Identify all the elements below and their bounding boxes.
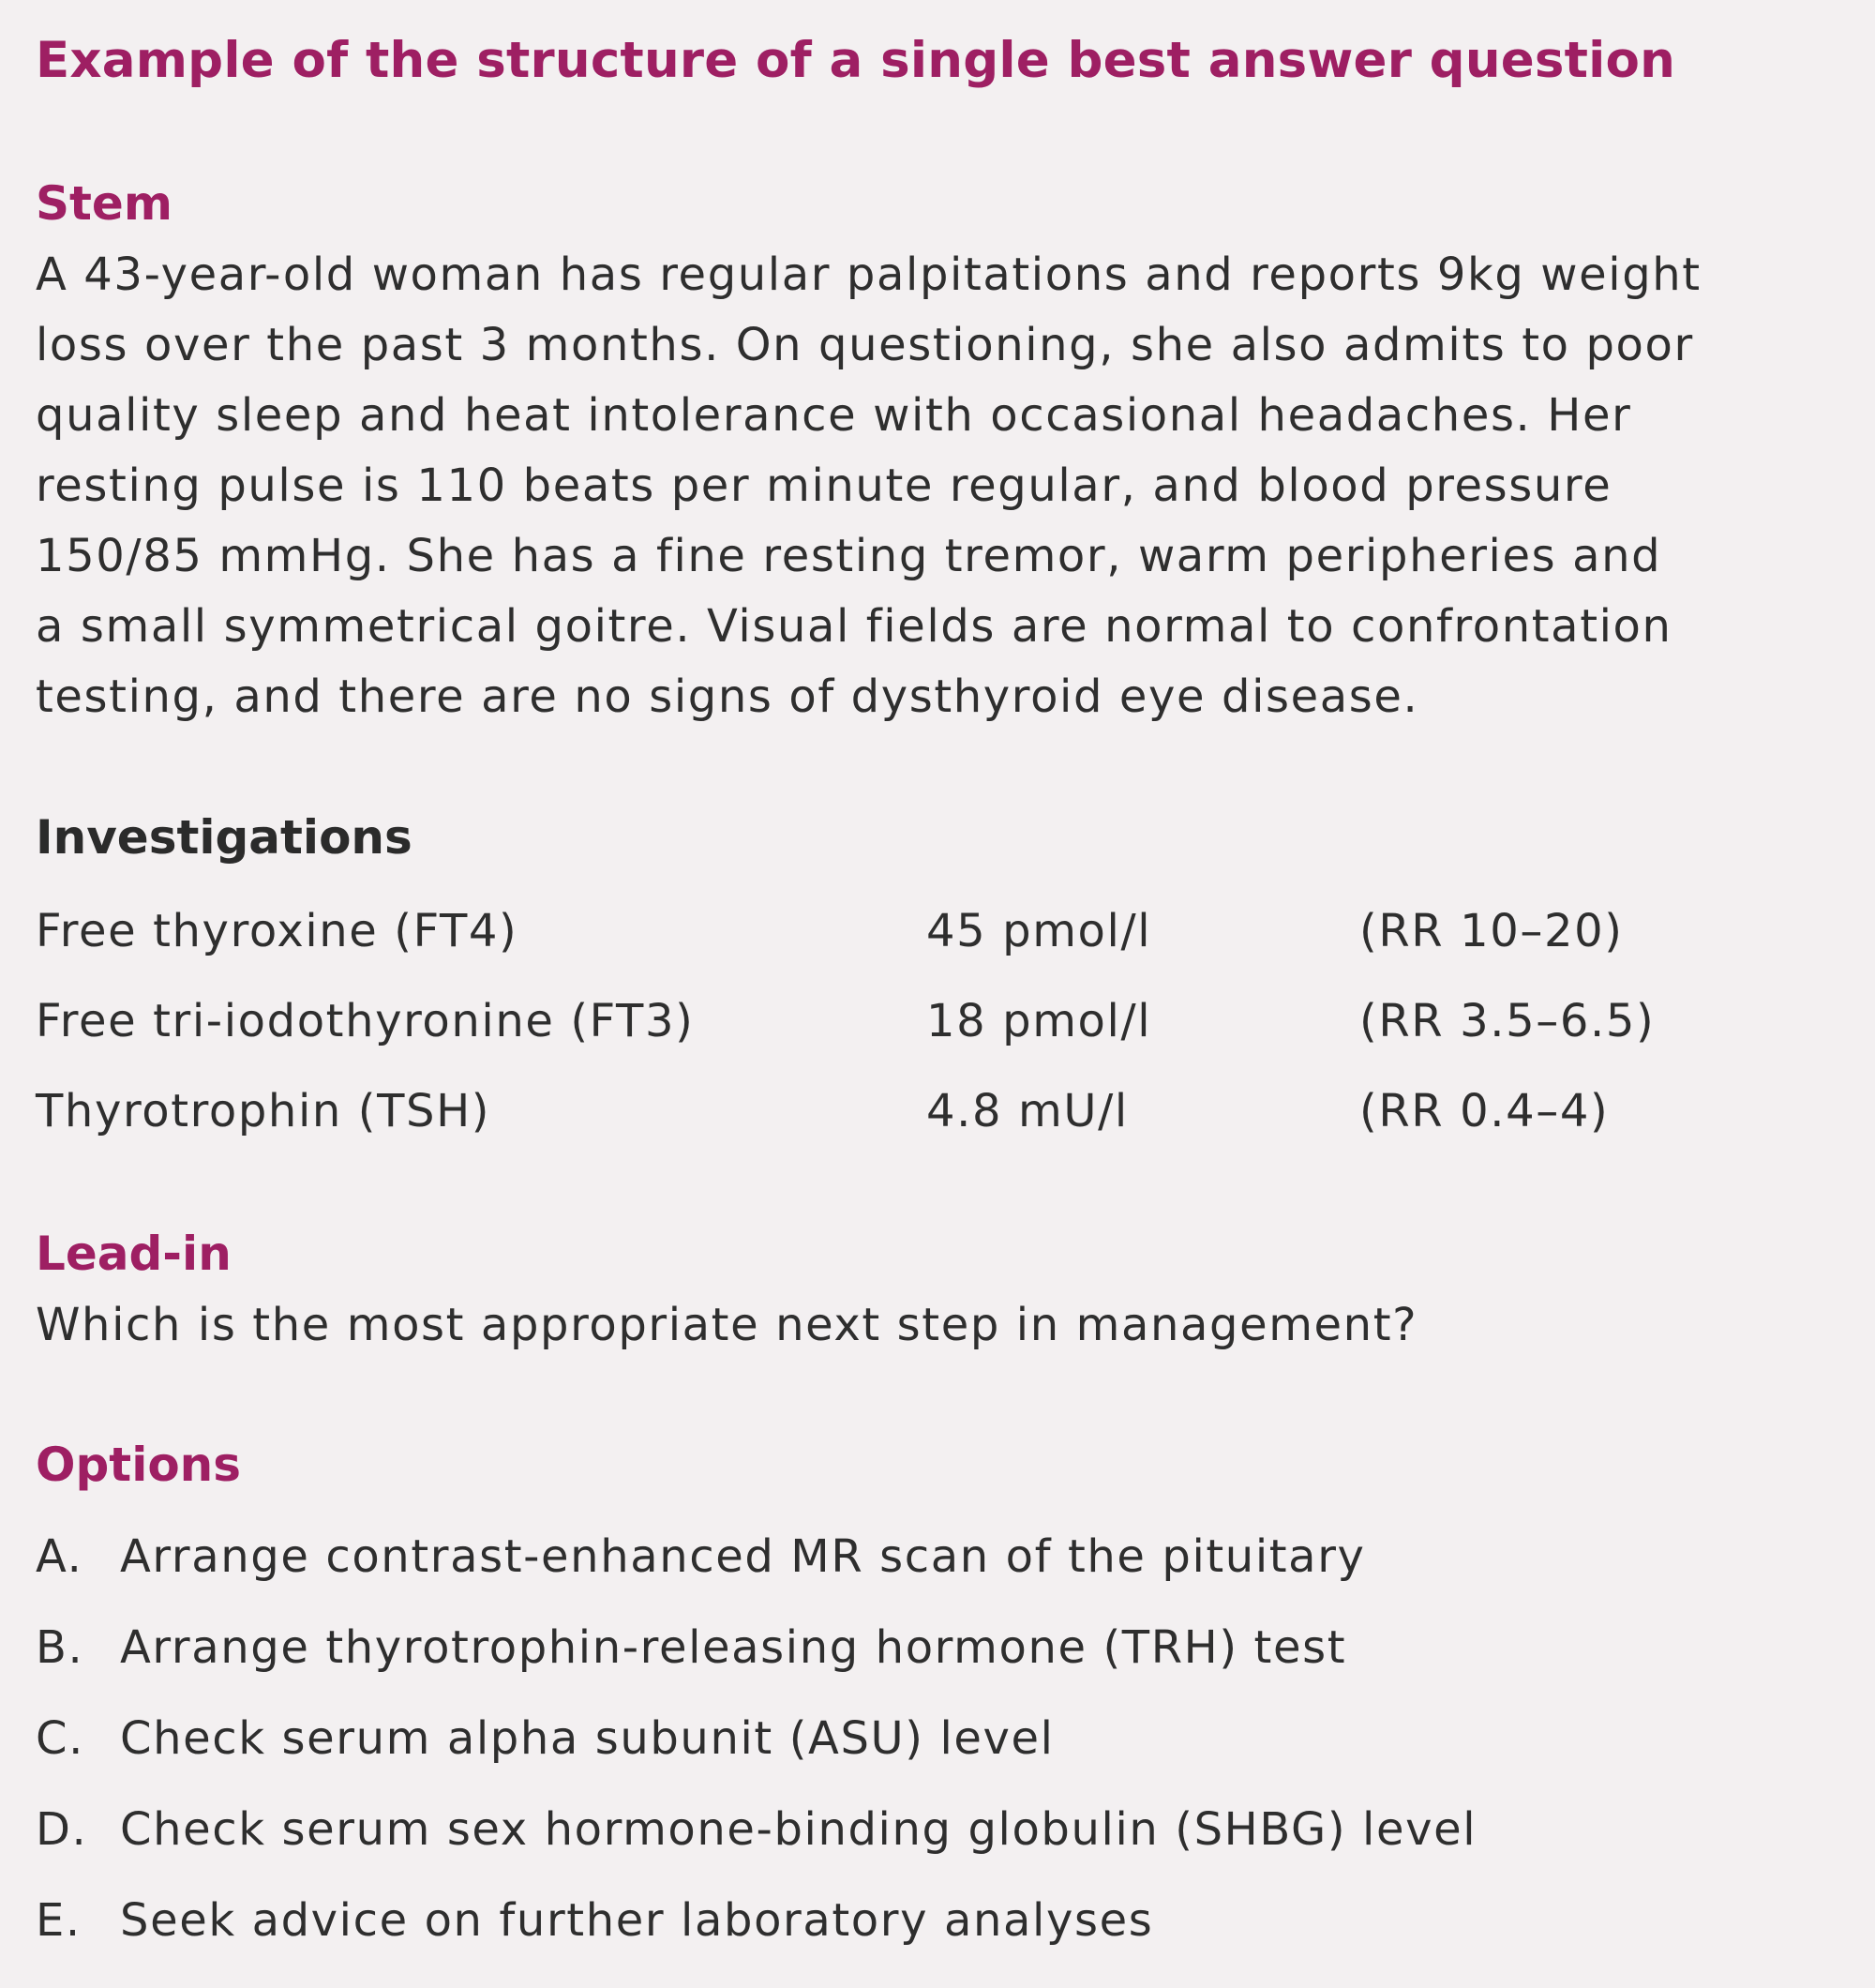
option-item-b[interactable] — [36, 1613, 1817, 1683]
stem-line: testing, and there are no signs of dysthyroid eye disease. — [36, 670, 1419, 723]
investigation-value: 4.8 mU/l — [926, 1085, 1129, 1137]
stem-line: a small symmetrical goitre. Visual fields are normal to confrontation — [36, 600, 1672, 653]
investigations-heading: Investigations — [36, 810, 412, 865]
investigation-name: Free tri-iodothyronine (FT3) — [36, 995, 695, 1047]
investigation-reference-range: (RR 0.4–4) — [1359, 1085, 1610, 1137]
investigation-row — [36, 896, 1817, 967]
option-item-e[interactable] — [36, 1886, 1817, 1956]
stem-line: resting pulse is 110 beats per minute regular, and blood pressure — [36, 459, 1612, 512]
stem-line: 150/85 mmHg. She has a fine resting tremor, warm peripheries and — [36, 530, 1662, 582]
lead-in-text: Which is the most appropriate next step in management? — [36, 1299, 1418, 1351]
investigation-name: Free thyroxine (FT4) — [36, 905, 518, 957]
investigation-value: 18 pmol/l — [926, 995, 1152, 1047]
option-item-d[interactable] — [36, 1795, 1817, 1865]
investigation-name: Thyrotrophin (TSH) — [36, 1085, 491, 1137]
option-letter: C. — [36, 1712, 84, 1765]
investigation-row — [36, 986, 1817, 1057]
stem-line: loss over the past 3 months. On questioning, she also admits to poor — [36, 319, 1694, 371]
page-title: Example of the structure of a single best answer question — [36, 32, 1676, 89]
option-letter: E. — [36, 1894, 82, 1947]
option-letter: B. — [36, 1621, 84, 1674]
investigation-reference-range: (RR 3.5–6.5) — [1359, 995, 1656, 1047]
stem-line: A 43-year-old woman has regular palpitations and reports 9kg weight — [36, 248, 1702, 301]
option-text: Arrange thyrotrophin-releasing hormone (TRH) test — [120, 1621, 1347, 1674]
stem-text — [36, 240, 1702, 732]
option-letter: A. — [36, 1530, 83, 1583]
option-text: Check serum sex hormone-binding globulin (SHBG) level — [120, 1803, 1478, 1856]
lead-in-heading: Lead-in — [36, 1227, 232, 1281]
option-text: Arrange contrast-enhanced MR scan of the pituitary — [120, 1530, 1366, 1583]
option-text: Check serum alpha subunit (ASU) level — [120, 1712, 1055, 1765]
option-text: Seek advice on further laboratory analyses — [120, 1894, 1154, 1947]
option-item-c[interactable] — [36, 1704, 1817, 1774]
stem-line: quality sleep and heat intolerance with occasional headaches. Her — [36, 389, 1632, 442]
options-heading: Options — [36, 1438, 242, 1492]
stem-heading: Stem — [36, 176, 172, 231]
investigation-reference-range: (RR 10–20) — [1359, 905, 1624, 957]
investigation-row — [36, 1077, 1817, 1147]
option-letter: D. — [36, 1803, 88, 1856]
investigation-value: 45 pmol/l — [926, 905, 1152, 957]
option-item-a[interactable] — [36, 1522, 1817, 1592]
